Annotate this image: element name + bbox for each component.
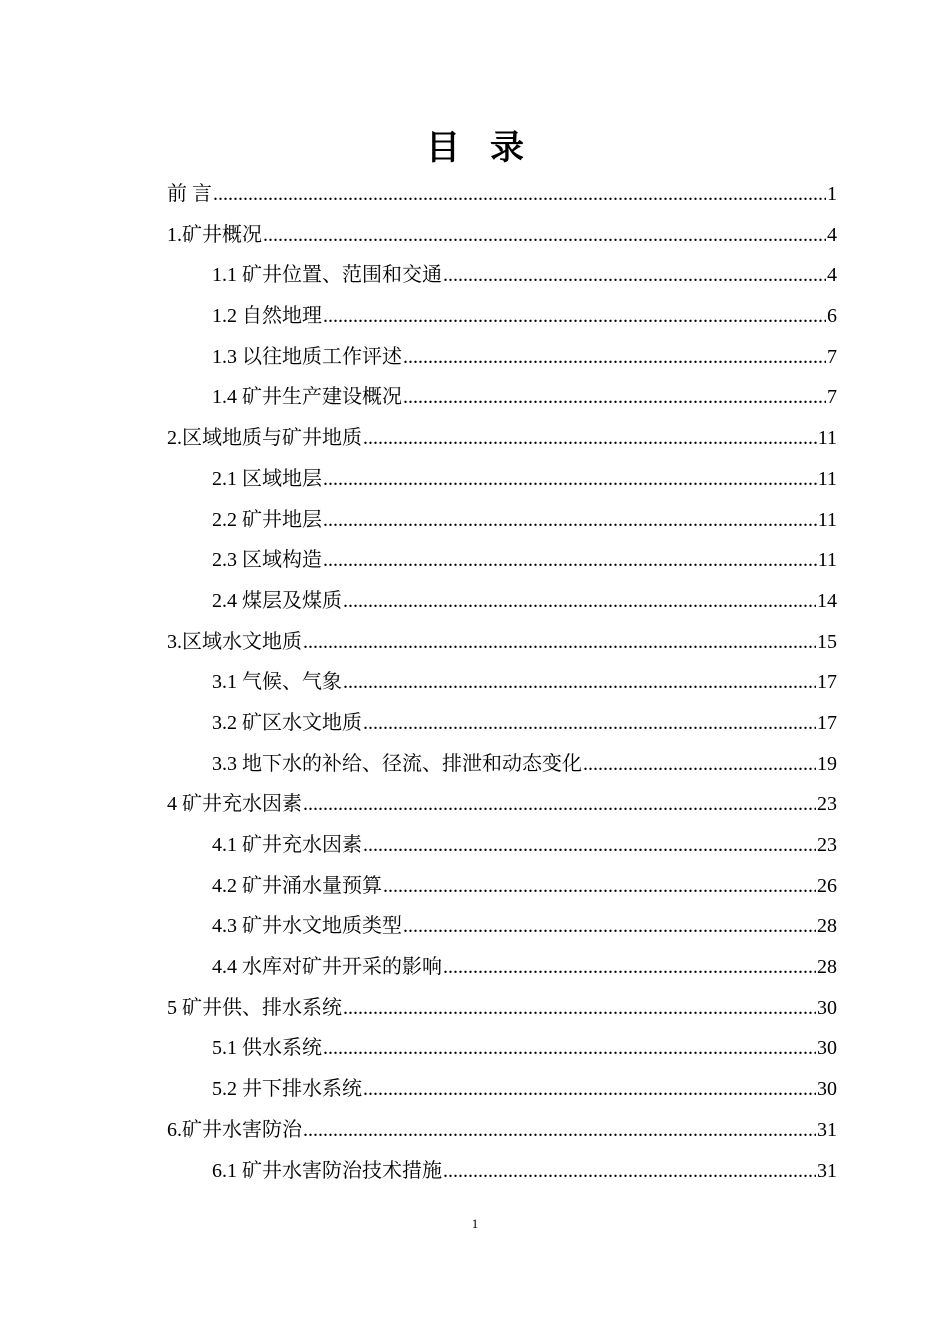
toc-entry-page: 4 (827, 264, 837, 287)
toc-dot-leader (443, 264, 826, 287)
table-of-contents (167, 177, 837, 1194)
toc-entry-page: 26 (817, 874, 837, 897)
toc-dot-leader (363, 1078, 816, 1101)
toc-entry-label: 6.1 矿井水害防治技术措施 (212, 1159, 442, 1182)
toc-dot-leader (323, 1037, 816, 1060)
toc-entry-label: 2.4 煤层及煤质 (212, 589, 342, 612)
toc-entry-label: 1.4 矿井生产建设概况 (212, 386, 402, 409)
toc-entry[interactable] (167, 462, 837, 503)
toc-entry-page: 7 (827, 386, 837, 409)
toc-entry-label: 1.矿井概况 (167, 223, 262, 246)
toc-entry[interactable] (167, 299, 837, 340)
toc-entry[interactable] (167, 584, 837, 625)
toc-entry-page: 23 (817, 834, 837, 856)
toc-entry-page: 14 (817, 589, 837, 612)
toc-entry[interactable] (167, 665, 837, 706)
toc-entry-label: 2.3 区域构造 (212, 549, 322, 572)
toc-entry[interactable] (167, 625, 837, 666)
toc-entry-label: 5.1 供水系统 (212, 1037, 322, 1060)
toc-entry-page: 31 (817, 1118, 837, 1141)
toc-entry[interactable] (167, 706, 837, 747)
toc-entry-page: 30 (817, 1078, 837, 1101)
toc-entry-label: 1.3 以往地质工作评述 (212, 345, 402, 368)
toc-entry-label: 3.3 地下水的补给、径流、排泄和动态变化 (212, 752, 582, 775)
toc-entry-page: 30 (817, 996, 837, 1019)
page-number: 1 (471, 1216, 479, 1231)
toc-entry-label: 4.3 矿井水文地质类型 (212, 915, 402, 938)
toc-dot-leader (363, 712, 816, 735)
toc-entry[interactable] (167, 1072, 837, 1113)
toc-dot-leader (583, 753, 816, 776)
toc-dot-leader (403, 386, 826, 409)
toc-entry[interactable] (167, 1031, 837, 1072)
toc-entry-page: 17 (817, 671, 837, 694)
toc-entry-label: 6.矿井水害防治 (167, 1118, 302, 1141)
toc-entry-page: 28 (817, 915, 837, 938)
toc-entry-label: 4 矿井充水因素 (167, 793, 302, 816)
toc-entry-page: 28 (817, 956, 837, 979)
toc-dot-leader (263, 224, 826, 247)
toc-entry-label: 1.2 自然地理 (212, 305, 322, 328)
toc-entry-page: 1 (827, 183, 837, 205)
toc-dot-leader (383, 875, 816, 898)
toc-dot-leader (213, 183, 826, 206)
toc-entry[interactable] (167, 1154, 837, 1195)
toc-entry[interactable] (167, 1113, 837, 1154)
toc-entry-label: 5.2 井下排水系统 (212, 1078, 362, 1101)
toc-entry-page: 4 (827, 223, 837, 246)
toc-entry[interactable] (167, 828, 837, 869)
toc-entry-label: 2.区域地质与矿井地质 (167, 427, 362, 450)
toc-entry-page: 19 (817, 752, 837, 775)
toc-entry-label: 2.1 区域地层 (212, 467, 322, 490)
toc-entry[interactable] (167, 950, 837, 991)
toc-entry[interactable] (167, 787, 837, 828)
toc-entry[interactable] (167, 503, 837, 544)
toc-entry-page: 31 (817, 1159, 837, 1182)
toc-entry-page: 15 (817, 630, 837, 653)
toc-entry[interactable] (167, 543, 837, 584)
toc-entry[interactable] (167, 177, 837, 218)
toc-dot-leader (403, 915, 816, 938)
toc-dot-leader (323, 468, 817, 491)
toc-dot-leader (303, 1119, 816, 1142)
toc-entry-label: 4.2 矿井涌水量预算 (212, 874, 382, 897)
toc-entry[interactable] (167, 258, 837, 299)
toc-entry-page: 7 (827, 345, 837, 368)
toc-entry-label: 3.区域水文地质 (167, 630, 302, 653)
toc-entry-page: 11 (817, 549, 837, 572)
toc-entry-page: 23 (817, 793, 837, 816)
toc-entry[interactable] (167, 421, 837, 462)
toc-entry-page: 11 (817, 427, 837, 450)
toc-dot-leader (443, 956, 816, 979)
toc-dot-leader (363, 427, 817, 450)
toc-entry-page: 6 (827, 305, 837, 328)
toc-entry-label: 3.1 气候、气象 (212, 671, 342, 694)
toc-entry-label: 4.1 矿井充水因素 (212, 834, 362, 856)
toc-entry-label: 前 言 (167, 183, 212, 205)
toc-dot-leader (303, 793, 816, 816)
toc-entry[interactable] (167, 869, 837, 910)
toc-dot-leader (363, 834, 816, 857)
toc-entry-label: 5 矿井供、排水系统 (167, 996, 342, 1019)
toc-dot-leader (323, 549, 817, 572)
toc-entry-label: 1.1 矿井位置、范围和交通 (212, 264, 442, 287)
toc-entry-page: 11 (817, 467, 837, 490)
toc-entry[interactable] (167, 747, 837, 788)
toc-dot-leader (443, 1160, 816, 1183)
toc-dot-leader (323, 509, 817, 532)
toc-entry-page: 11 (817, 508, 837, 531)
toc-dot-leader (403, 346, 826, 369)
toc-entry-page: 17 (817, 711, 837, 734)
toc-entry-page: 30 (817, 1037, 837, 1060)
toc-entry[interactable] (167, 991, 837, 1032)
toc-entry-label: 4.4 水库对矿井开采的影响 (212, 956, 442, 979)
toc-entry[interactable] (167, 909, 837, 950)
toc-dot-leader (343, 671, 816, 694)
toc-entry-label: 3.2 矿区水文地质 (212, 711, 362, 734)
toc-dot-leader (343, 590, 816, 613)
toc-entry-label: 2.2 矿井地层 (212, 508, 322, 531)
page-title: 目录 (426, 128, 554, 168)
toc-entry[interactable] (167, 218, 837, 259)
toc-dot-leader (323, 305, 826, 328)
toc-entry[interactable] (167, 380, 837, 421)
toc-dot-leader (303, 631, 816, 654)
toc-dot-leader (343, 997, 816, 1020)
toc-entry[interactable] (167, 340, 837, 381)
